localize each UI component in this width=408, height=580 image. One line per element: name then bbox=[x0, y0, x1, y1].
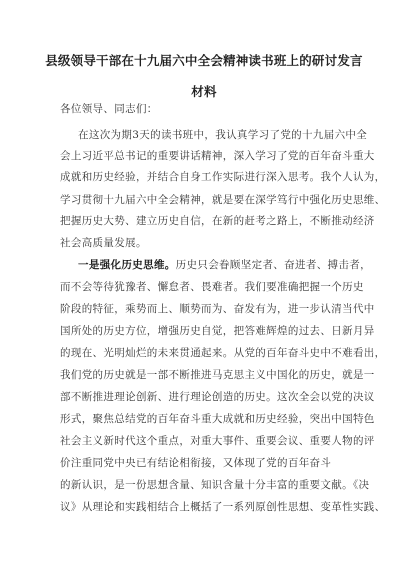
para2-line: 的现在、光明灿烂的未来贯通起来。从党的百年奋斗史中不难看出， bbox=[60, 347, 386, 359]
para2-line: 我们党的历史就是一部不断推进马克思主义中国化的历史，就是一 bbox=[60, 369, 375, 381]
para1-line: 成就和历史经验，并结合自身工作实际进行深入思考。我个人认为， bbox=[60, 171, 386, 183]
para2-line-rest: 历史只会眷顾坚定者、奋进者、搏击者， bbox=[175, 259, 371, 271]
document-title-line-1: 县级领导干部在十九届六中全会精神读书班上的研讨发言 bbox=[45, 53, 363, 68]
para2-first-line bbox=[78, 258, 371, 272]
para2-line: 阶段的特征，乘势而上、顺势而为、奋发有为，进一步认清当代中 bbox=[60, 303, 375, 315]
para2-line: 而不会等待犹豫者、懈怠者、畏难者。我们要准确把握一个历史 bbox=[60, 281, 364, 293]
para1-line: 社会高质量发展。 bbox=[60, 237, 147, 249]
para1-line: 学习贯彻十九届六中全会精神，就是要在深学笃行中强化历史思维、 bbox=[60, 194, 386, 206]
document-title-line-2: 材料 bbox=[191, 84, 217, 99]
para2-line: 部不断推进理论创新、进行理论创造的历史。这次全会以党的决议 bbox=[60, 391, 375, 403]
para2-line: 价注重同党中央已有结论相衔接，又体现了党的百年奋斗 bbox=[60, 457, 332, 469]
para2-line: 议》从理论和实践相结合上概括了一系列原创性思想、变革性实践、 bbox=[60, 501, 386, 513]
para1-line: 会上习近平总书记的重要讲话精神，深入学习了党的百年奋斗重大 bbox=[60, 150, 375, 162]
para2-line: 形式，聚焦总结党的百年奋斗重大成就和历史经验，突出中国特色 bbox=[60, 413, 375, 425]
para1-line: 把握历史大势、建立历史自信，在新的赶考之路上，不断推动经济 bbox=[60, 215, 375, 227]
para2-line: 国所处的历史方位，增强历史自觉，把答难辉煌的过去、日新月异 bbox=[60, 325, 375, 337]
salutation: 各位领导、同志们： bbox=[60, 103, 158, 115]
para1-line: 在这次为期3天的读书班中，我认真学习了党的十九届六中全 bbox=[78, 129, 368, 141]
para2-line: 社会主义新时代这个重点，对重大事件、重要会议、重要人物的评 bbox=[60, 435, 375, 447]
para2-line: 的新认识，是一份思想含量、知识含量十分丰富的重要文献。《决 bbox=[60, 479, 370, 491]
section-heading: 一是强化历史思维。 bbox=[78, 259, 176, 271]
